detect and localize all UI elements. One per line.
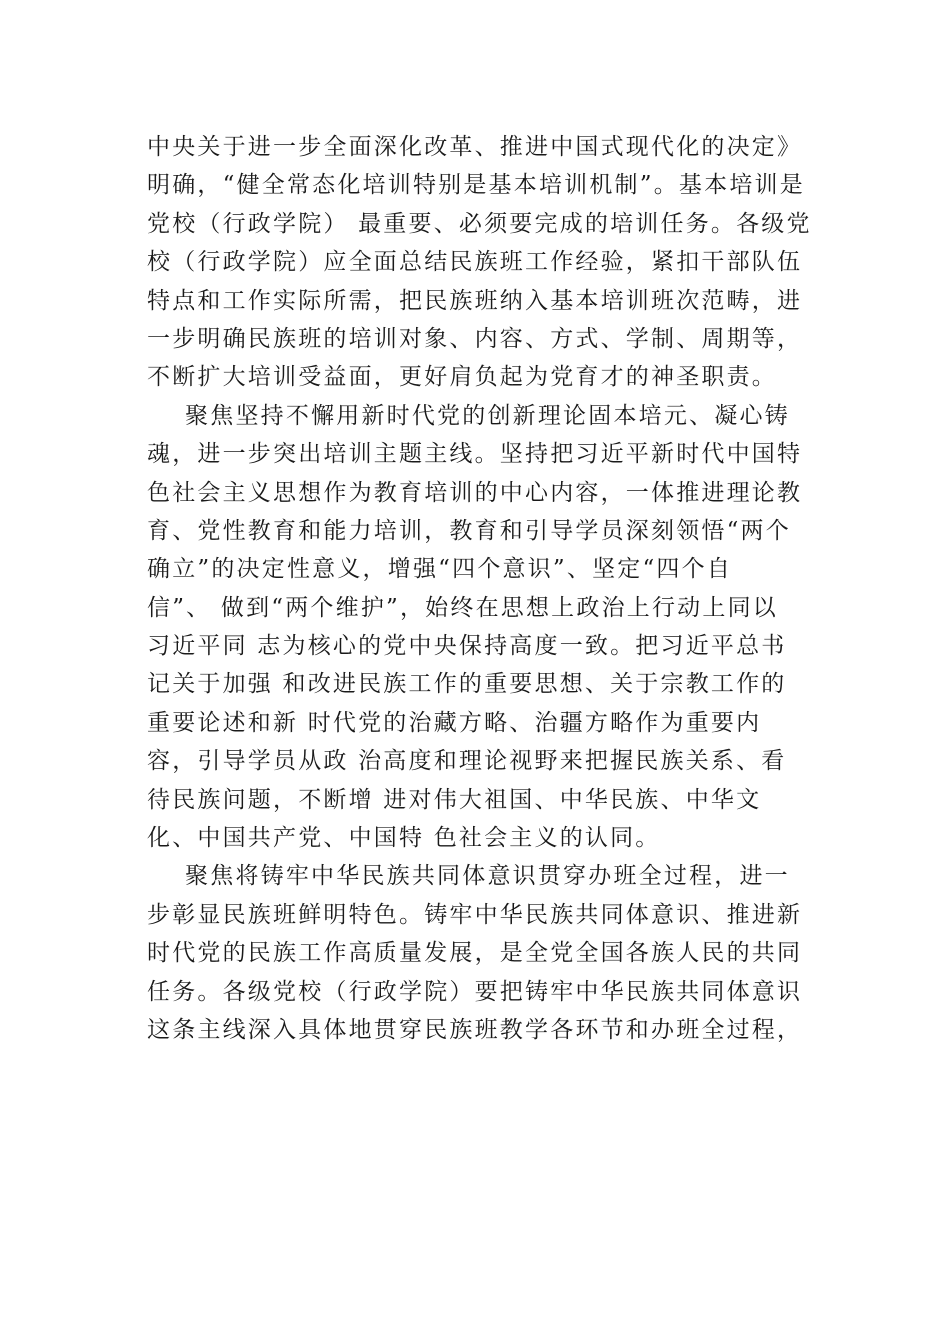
text-line: 步彰显民族班鲜明特色。铸牢中华民族共同体意识、推进新 (147, 901, 803, 928)
text-line: 育、党性教育和能力培训，教育和引导学员深刻领悟“两个 (147, 517, 791, 544)
text-line: 中央关于进一步全面深化改革、推进中国式现代化的决定》 (147, 134, 803, 160)
body-text (147, 128, 817, 1049)
text-line: 特点和工作实际所需，把民族班纳入基本培训班次范畴，进 (147, 287, 803, 314)
text-line: 一步明确民族班的培训对象、内容、方式、学制、周期等， (147, 325, 803, 352)
text-line: 化、中国共产党、中国特 色社会主义的认同。 (147, 825, 661, 852)
text-line: 不断扩大培训受益面，更好肩负起为党育才的神圣职责。 (147, 364, 777, 391)
text-line: 记关于加强 和改进民族工作的重要思想、关于宗教工作的 (147, 671, 787, 698)
text-line: 信”、 做到“两个维护”，始终在思想上政治上行动上同以 (147, 594, 778, 621)
text-line: 这条主线深入具体地贯穿民族班教学各环节和办班全过程， (147, 1016, 803, 1043)
text-line: 习近平同 志为核心的党中央保持高度一致。把习近平总书 (147, 633, 787, 660)
text-line: 任务。各级党校（行政学院）要把铸牢中华民族共同体意识 (147, 978, 803, 1005)
paragraph-2 (147, 397, 817, 858)
text-line: 聚焦坚持不懈用新时代党的创新理论固本培元、凝心铸 (147, 402, 790, 429)
text-line: 明确，“健全常态化培训特别是基本培训机制”。基本培训是 (147, 172, 805, 199)
text-line: 校（行政学院）应全面总结民族班工作经验，紧扣干部队伍 (147, 249, 803, 276)
paragraph-1 (147, 128, 817, 397)
text-line: 党校（行政学院） 最重要、必须要完成的培训任务。各级党 (147, 210, 812, 237)
text-line: 色社会主义思想作为教育培训的中心内容，一体推进理论教 (147, 479, 803, 506)
text-line: 重要论述和新 时代党的治藏方略、治疆方略作为重要内 (147, 709, 762, 736)
text-line: 魂，进一步突出培训主题主线。坚持把习近平新时代中国特 (147, 441, 803, 468)
text-line: 确立”的决定性意义，增强“四个意识”、坚定“四个自 (147, 556, 733, 583)
text-line: 容，引导学员从政 治高度和理论视野来把握民族关系、看 (147, 748, 787, 775)
paragraph-3 (147, 857, 817, 1049)
text-line: 聚焦将铸牢中华民族共同体意识贯穿办班全过程，进一 (147, 863, 790, 890)
text-line: 待民族问题，不断增 进对伟大祖国、中华民族、中华文 (147, 786, 762, 813)
text-line: 时代党的民族工作高质量发展，是全党全国各族人民的共同 (147, 940, 803, 967)
